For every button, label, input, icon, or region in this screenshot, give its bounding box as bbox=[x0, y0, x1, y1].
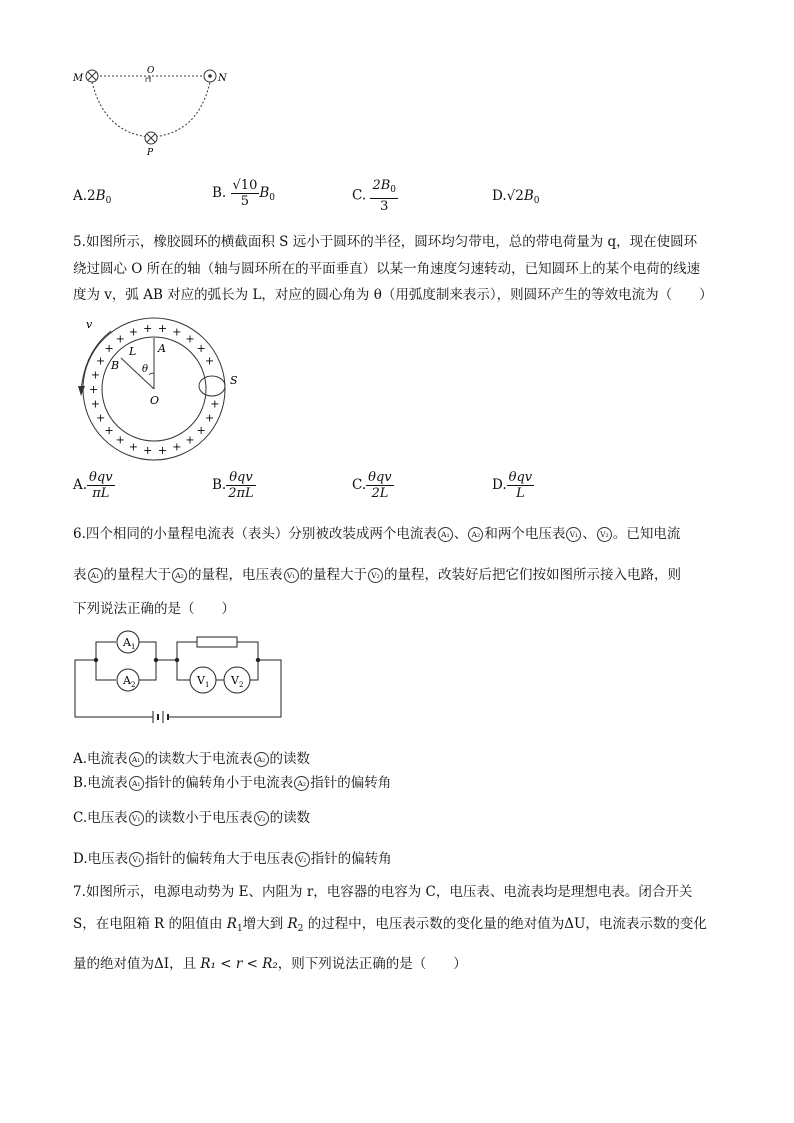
svg-text:V: V bbox=[197, 674, 205, 687]
q4-option-c: C. $\frac{2B_0}{3}$ bbox=[352, 178, 396, 214]
plus-charge-icon: + bbox=[96, 354, 106, 368]
plus-charge-icon: + bbox=[196, 423, 206, 437]
plus-charge-icon: + bbox=[205, 354, 215, 368]
label-P: P bbox=[147, 148, 154, 158]
svg-text:1: 1 bbox=[205, 681, 210, 689]
ammeter-a1-icon: A₁ bbox=[129, 752, 144, 767]
ammeter-a2-icon: A₂ bbox=[468, 527, 483, 542]
plus-charge-icon: + bbox=[143, 444, 153, 458]
q6-line-3: 下列说法正确的是（ ） bbox=[73, 601, 235, 617]
label-M: M bbox=[73, 73, 84, 84]
q6-option-d: D.电压表 V₁ 指针的偏转角大于电压表 V₂ 指针的偏转角 bbox=[73, 851, 392, 867]
label-O: O bbox=[147, 66, 155, 76]
plus-charge-icon: + bbox=[90, 368, 101, 382]
plus-charge-icon: + bbox=[104, 342, 114, 356]
ammeter-a2-icon: A₂ bbox=[294, 776, 309, 791]
q6-option-a: A.电流表 A₁ 的读数大于电流表 A₂ 的读数 bbox=[73, 751, 311, 767]
plus-charge-icon: + bbox=[196, 342, 206, 356]
plus-charge-icon: + bbox=[104, 423, 114, 437]
q5-line-3: 度为 v，弧 AB 对应的弧长为 L，对应的圆心角为 θ（用弧度制来表示），则圆环产生的等效电流为（ ） bbox=[73, 287, 713, 303]
voltmeter-v1-icon: V₁ bbox=[129, 852, 144, 867]
voltmeter-v2-icon: V₂ bbox=[295, 852, 310, 867]
voltmeter-v2-icon: V₂ bbox=[254, 811, 269, 826]
plus-charge-icon: + bbox=[157, 444, 168, 458]
voltmeter-v1-icon: V₁ bbox=[566, 527, 581, 542]
plus-charge-icon: + bbox=[115, 332, 125, 346]
plus-charge-icon: + bbox=[90, 397, 101, 411]
voltmeter-v1-icon bbox=[190, 667, 216, 693]
voltmeter-v1-icon: V₁ bbox=[129, 811, 144, 826]
plus-charge-icon: + bbox=[89, 383, 99, 396]
q7-line-3: 量的绝对值为ΔI，且 R₁ < r < R₂，则下列说法正确的是（ ） bbox=[73, 956, 467, 972]
ammeter-a2-icon: A₂ bbox=[172, 568, 187, 583]
plus-charge-icon: + bbox=[96, 411, 106, 425]
ammeter-a1-icon bbox=[117, 631, 139, 653]
ring-figure bbox=[76, 312, 246, 462]
q4-option-d: $D.√2B_0$ bbox=[492, 188, 540, 206]
plus-charge-icon: + bbox=[205, 411, 215, 425]
q5-line-1: 5.如图所示，橡胶圆环的横截面积 S 远小于圆环的半径，圆环均匀带电，总的带电荷量为 q，现在使圆环 bbox=[73, 234, 698, 250]
ammeter-a1-icon: A₁ bbox=[88, 568, 103, 583]
svg-text:1: 1 bbox=[131, 643, 136, 651]
q7-line-2: S，在电阻箱 R 的阻值由 $R_1$增大到 $R_2$ 的过程中，电压表示数的变化量的绝对值为ΔU，电流表示数的变化 bbox=[73, 916, 707, 934]
q5-option-d: D. $\frac{\text{θqv}}{L}$ bbox=[492, 470, 533, 501]
plus-charge-icon: + bbox=[172, 325, 182, 339]
cross-current-icon bbox=[145, 132, 157, 144]
voltmeter-v2-icon: V₂ bbox=[368, 568, 383, 583]
label-A: A bbox=[158, 342, 166, 355]
q5-line-2: 绕过圆心 O 所在的轴（轴与圆环所在的平面垂直）以某一角速度匀速转动，已知圆环上的某个电荷的线速 bbox=[73, 261, 701, 277]
label-O: O bbox=[150, 394, 160, 407]
plus-charge-icon: + bbox=[128, 440, 138, 454]
ammeter-a2-icon bbox=[117, 669, 139, 691]
label-v: v bbox=[86, 318, 93, 331]
voltmeter-v2-icon bbox=[224, 667, 250, 693]
svg-text:V: V bbox=[231, 674, 239, 687]
label-L: L bbox=[129, 345, 137, 358]
q4-option-b: B. $\frac{√10}{5}$ $B_0$ bbox=[212, 178, 275, 209]
voltmeter-v2-icon: V₂ bbox=[597, 527, 612, 542]
label-N: N bbox=[218, 73, 227, 84]
voltmeter-v1-icon: V₁ bbox=[284, 568, 299, 583]
ammeter-a1-icon: A₁ bbox=[438, 527, 453, 542]
q5-option-a: A. $\frac{\text{θqv}}{\pi L}$ bbox=[73, 470, 113, 501]
mnp-figure bbox=[70, 62, 230, 162]
q5-option-c: C. $\frac{\text{θqv}}{2L}$ bbox=[352, 470, 392, 501]
plus-charge-icon: + bbox=[172, 440, 182, 454]
label-B: B bbox=[111, 359, 120, 372]
dot-current-icon bbox=[204, 70, 216, 82]
plus-charge-icon: + bbox=[115, 433, 125, 447]
q6-line-2: 表 A₁ 的量程大于 A₂ 的量程，电压表 V₁ 的量程大于 V₂ 的量程，改装好后把它们按如图所示接入电路，则 bbox=[73, 567, 681, 583]
svg-text:A: A bbox=[123, 674, 131, 687]
plus-charge-icon: + bbox=[157, 321, 168, 335]
q6-line-1: 6.四个相同的小量程电流表（表头）分别被改装成两个电流表 A₁ 、 A₂ 和两个电压表 V₁ 、 V₂ 。已知电流 bbox=[73, 526, 681, 542]
q6-option-b: B.电流表 A₁ 指针的偏转角小于电流表 A₂ 指针的偏转角 bbox=[73, 775, 392, 791]
q7-line-1: 7.如图所示，电源电动势为 E、内阻为 r，电容器的电容为 C，电压表、电流表均是理想电表。闭合开关 bbox=[73, 884, 693, 900]
plus-charge-icon: + bbox=[185, 433, 195, 447]
q5-option-b: B. $\frac{\text{θqv}}{2\pi L}$ bbox=[212, 470, 254, 501]
label-S: S bbox=[230, 374, 238, 387]
q4-option-a: $A.2B_0$ bbox=[73, 188, 112, 206]
label-theta: θ bbox=[142, 364, 149, 375]
svg-text:2: 2 bbox=[131, 681, 136, 689]
q6-option-c: C.电压表 V₁ 的读数小于电压表 V₂ 的读数 bbox=[73, 810, 311, 826]
ammeter-a1-icon: A₁ bbox=[129, 776, 144, 791]
plus-charge-icon: + bbox=[210, 397, 220, 411]
circuit-figure bbox=[73, 628, 288, 723]
plus-charge-icon: + bbox=[128, 325, 138, 339]
plus-charge-icon: + bbox=[185, 332, 195, 346]
cross-current-icon bbox=[86, 70, 98, 82]
plus-charge-icon: + bbox=[143, 321, 153, 335]
svg-text:2: 2 bbox=[239, 681, 244, 689]
ammeter-a2-icon: A₂ bbox=[254, 752, 269, 767]
svg-text:A: A bbox=[123, 636, 131, 649]
